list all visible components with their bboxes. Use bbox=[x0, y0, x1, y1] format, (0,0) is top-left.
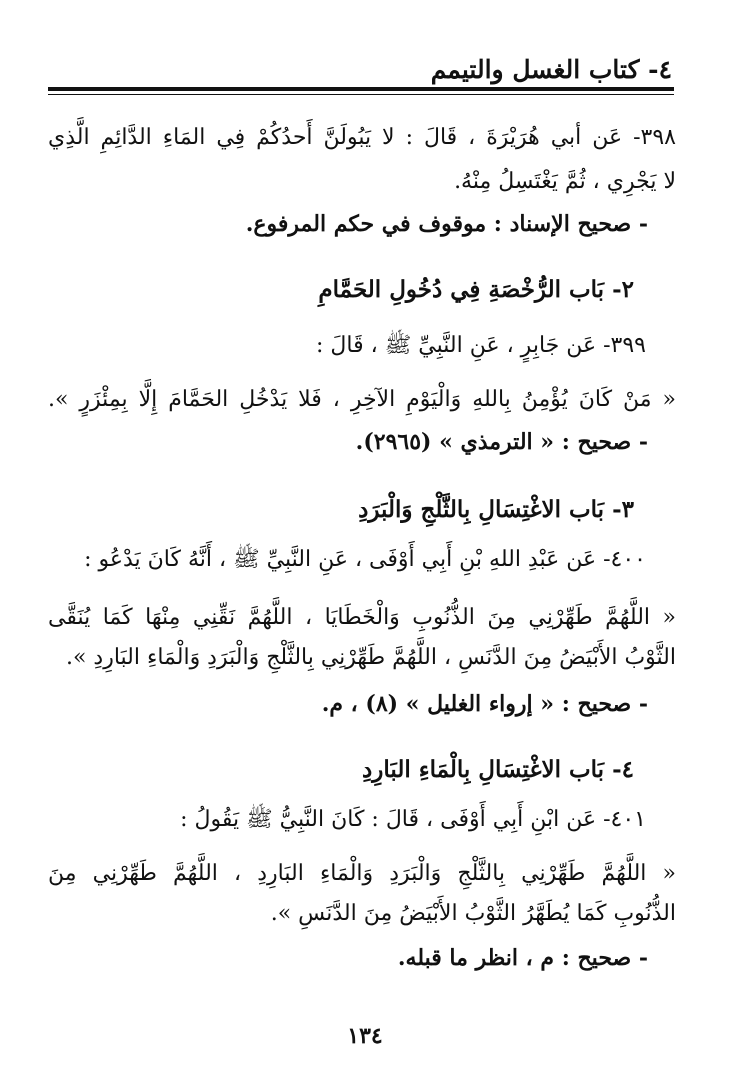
header-rule-thick bbox=[48, 87, 674, 91]
hadith-401-line-3: الذُّنُوبِ كَمَا يُطَهَّرُ الثَّوْبُ الأَبْيَضُ مِنَ الدَّنَسِ ». bbox=[270, 901, 676, 926]
hadith-398-line-2: لا يَجْرِي ، ثُمَّ يَغْتَسِلُ مِنْهُ. bbox=[454, 169, 676, 194]
hadith-399-grade: - صحيح : « الترمذي » (٢٩٦٥). bbox=[355, 429, 648, 455]
header-rule-thin bbox=[48, 94, 674, 95]
chapter-2-title: ٢- بَاب الرُّخْصَةِ فِي دُخُولِ الحَمَّامِ bbox=[318, 276, 634, 303]
hadith-400-grade: - صحيح : « إرواء الغليل » (٨) ، م. bbox=[321, 691, 648, 717]
hadith-400-line-1: ٤٠٠- عَن عَبْدِ اللهِ بْنِ أَبِي أَوْفَى ، عَنِ النَّبِيِّ ﷺ ، أَنَّهُ كَانَ يَدْعُو : bbox=[84, 547, 646, 572]
hadith-399-line-2: « مَنْ كَانَ يُؤْمِنُ بِاللهِ وَالْيَوْمِ الآخِرِ ، فَلا يَدْخُلِ الحَمَّامَ إِلَّا بِمِئْزَرٍ ». bbox=[48, 387, 676, 412]
chapter-3-title: ٣- بَاب الاغْتِسَالِ بِالثَّلْجِ وَالْبَرَدِ bbox=[358, 496, 634, 523]
hadith-399-line-1: ٣٩٩- عَن جَابِرٍ ، عَنِ النَّبِيِّ ﷺ ، قَالَ : bbox=[316, 333, 646, 358]
hadith-400-line-2: « اللَّهُمَّ طَهِّرْنِي مِنَ الذُّنُوبِ وَالْخَطَايَا ، اللَّهُمَّ نَقِّنِي مِنْهَا كَمَا يُنَقَّى bbox=[48, 605, 676, 630]
hadith-400-line-3: الثَّوْبُ الأَبْيَضُ مِنَ الدَّنَسِ ، اللَّهُمَّ طَهِّرْنِي بِالثَّلْجِ وَالْبَرَدِ وَالْمَاءِ البَارِدِ ». bbox=[65, 645, 676, 670]
hadith-401-grade: - صحيح : م ، انظر ما قبله. bbox=[397, 945, 648, 971]
hadith-401-line-2: « اللَّهُمَّ طَهِّرْنِي بِالثَّلْجِ وَالْبَرَدِ وَالْمَاءِ البَارِدِ ، اللَّهُمَّ طَهِّرْنِي مِنَ bbox=[48, 861, 676, 886]
hadith-401-line-1: ٤٠١- عَن ابْنِ أَبِي أَوْفَى ، قَالَ : كَانَ النَّبِيُّ ﷺ يَقُولُ : bbox=[180, 807, 646, 832]
page-number: ١٣٤ bbox=[347, 1023, 383, 1049]
chapter-header: ٤- كتاب الغسل والتيمم bbox=[430, 55, 672, 84]
hadith-398-line-1: ٣٩٨- عَن أبي هُرَيْرَةَ ، قَالَ : لا يَبُولَنَّ أَحدُكُمْ فِي المَاءِ الدَّائِمِ الَّذِي bbox=[48, 125, 676, 150]
hadith-398-grade: - صحيح الإسناد : موقوف في حكم المرفوع. bbox=[245, 211, 648, 237]
chapter-4-title: ٤- بَاب الاغْتِسَالِ بِالْمَاءِ البَارِدِ bbox=[362, 756, 634, 783]
